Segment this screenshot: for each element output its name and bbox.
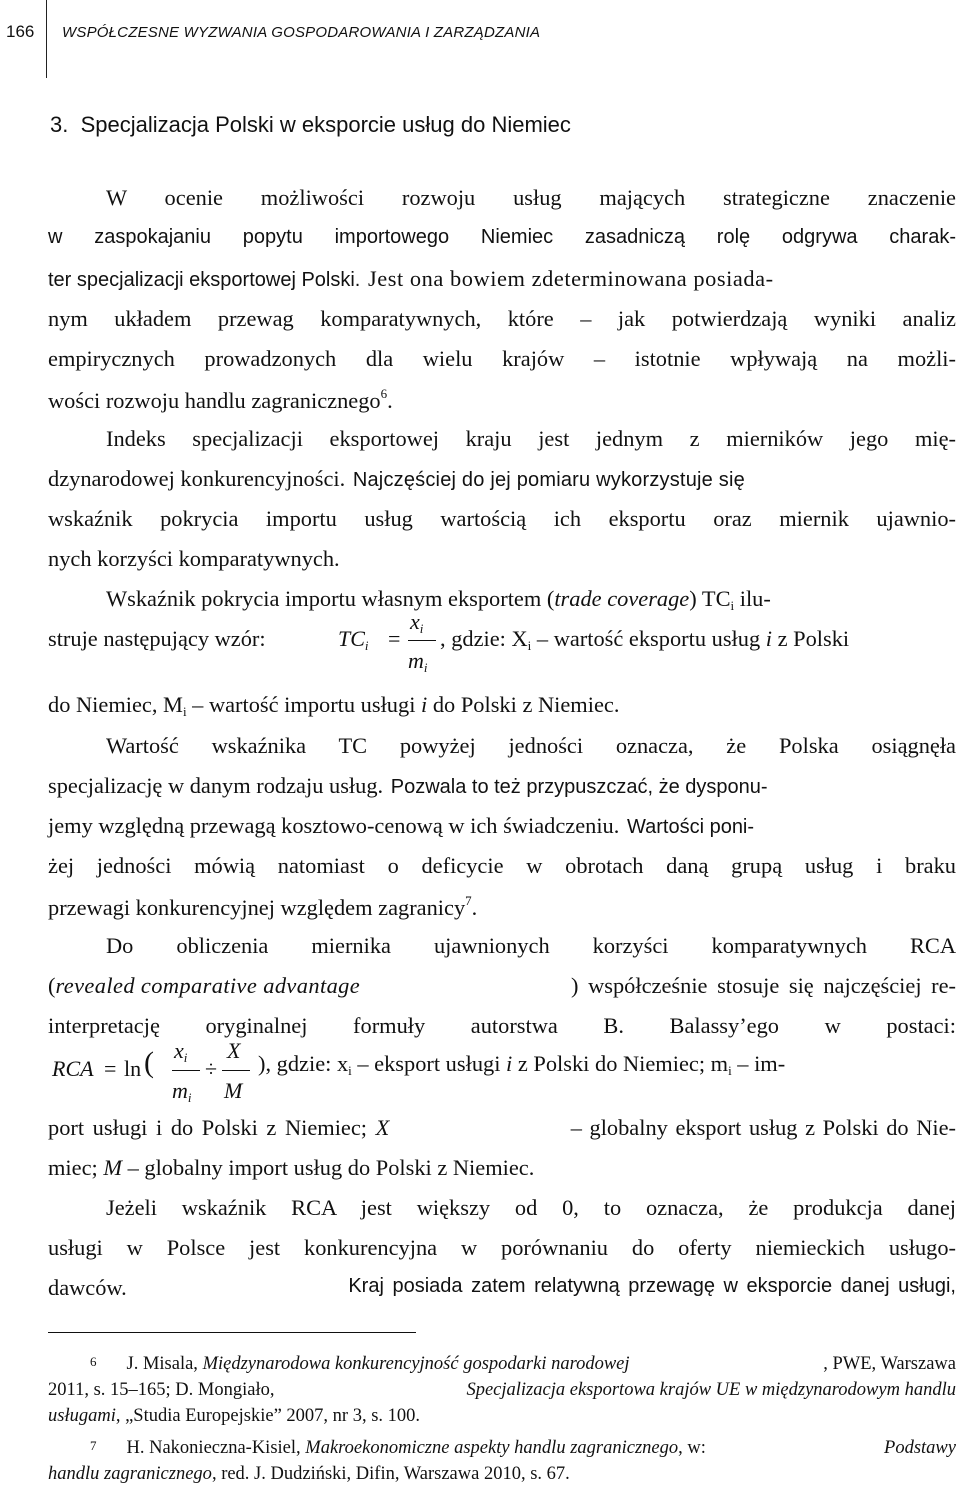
fraction-bar: [408, 640, 436, 641]
text: do Niemiec, M: [48, 692, 183, 717]
text: z Polski do Niemiec; m: [512, 1051, 729, 1076]
paragraph-2-line: nych korzyści komparatywnych.: [48, 546, 340, 571]
section-title: 3. Specjalizacja Polski w eksporcie usług do Niemiec: [50, 112, 571, 137]
footnote-number: 6: [90, 1354, 97, 1369]
sans-text: Pozwala to też przypuszczać, że dysponu-: [390, 776, 768, 798]
italic-text: i: [421, 692, 428, 717]
text: TC: [338, 626, 365, 651]
text: – wartość importu usługi: [186, 692, 422, 717]
italic-text: Międzynarodowa konkurencyjność gospodarki narodowej: [202, 1354, 630, 1374]
paragraph-1-line: [48, 386, 956, 414]
fraction-bar: [222, 1070, 250, 1071]
text: do Polski z Niemiec.: [427, 692, 620, 717]
text: ) TC: [689, 586, 731, 611]
paragraph-3-line: [48, 692, 956, 720]
text: – im-: [731, 1051, 786, 1076]
subscript: i: [527, 638, 532, 653]
text: , „Studia Europejskie” 2007, nr 3, s. 100.: [115, 1406, 421, 1426]
paragraph-1-line: empirycznych prowadzonych dla wielu krajów – istotnie wpływają na możli-: [48, 346, 956, 371]
paragraph-2-line: [48, 466, 956, 492]
subscript: i: [728, 1063, 732, 1078]
text: H. Nakonieczna-Kisiel,: [126, 1438, 306, 1458]
division-sign: ÷: [205, 1056, 218, 1081]
fraction-denominator: M: [224, 1078, 243, 1103]
subscript: i: [364, 638, 369, 653]
italic-text: M: [103, 1155, 122, 1180]
subscript: i: [182, 704, 187, 719]
paragraph-5-line: Do obliczenia miernika ujawnionych korzyści komparatywnych RCA: [106, 933, 956, 958]
formula-lhs: RCA: [52, 1056, 94, 1081]
italic-text: handlu zagranicznego: [48, 1464, 212, 1484]
footnote-7: [48, 1438, 956, 1459]
subscript: i: [348, 1063, 352, 1078]
paragraph-6-line: Jeżeli wskaźnik RCA jest większy od 0, to oznacza, że produkcja danej: [106, 1195, 956, 1220]
italic-text: Podstawy: [884, 1438, 956, 1458]
footnote-6: [48, 1354, 956, 1375]
fraction-numerator: [174, 1038, 187, 1066]
footnote-6: [48, 1380, 956, 1401]
fraction-numerator: X: [227, 1038, 241, 1063]
text: J. Misala,: [126, 1354, 203, 1374]
text: x: [174, 1038, 184, 1063]
text: przewagi konkurencyjnej względem zagranicy: [48, 895, 466, 920]
text: m: [408, 648, 424, 673]
formula-lhs: [338, 626, 369, 654]
footnote-ref: 6: [380, 386, 388, 401]
footnote-7: [48, 1464, 956, 1485]
text: Wskaźnik pokrycia importu własnym eksportem (: [106, 586, 555, 611]
text: dzynarodowej konkurencyjności.: [48, 466, 346, 491]
italic-text: i: [506, 1051, 513, 1076]
text: , red. J. Dudziński, Difin, Warszawa 2010, s. 67.: [211, 1464, 570, 1484]
italic-text: i: [765, 626, 772, 651]
paragraph-3-line: struje następujący wzór:: [48, 626, 266, 651]
paragraph-2-line: Indeks specjalizacji eksportowej kraju jest jednym z mierników jego mię-: [106, 426, 956, 451]
paragraph-4-line: [48, 813, 956, 839]
serif-text: Jest ona bowiem zdeterminowana posiada-: [367, 266, 774, 291]
ln-function: ln: [124, 1056, 142, 1081]
subscript: i: [423, 660, 428, 675]
text: z Polski: [771, 626, 850, 651]
paragraph-1-line: W ocenie możliwości rozwoju usług mających strategiczne znaczenie: [106, 185, 956, 210]
fraction-numerator: [410, 609, 423, 637]
footnote-number: 7: [90, 1438, 97, 1453]
text: , gdzie: X: [440, 626, 528, 651]
footnote-separator: [48, 1332, 416, 1333]
sans-text: Najczęściej do jej pomiaru wykorzystuje się: [352, 469, 745, 491]
paragraph-1-line: nym układem przewag komparatywnych, które – jak potwierdzają wyniki analiz: [48, 306, 956, 331]
paragraph-6-line: [48, 1275, 956, 1301]
paragraph-4-line: [48, 773, 956, 799]
paragraph-5-line: [48, 973, 956, 999]
italic-text: Specjalizacja eksportowa krajów UE w międzynarodowym handlu: [466, 1380, 956, 1400]
paragraph-5-line: [258, 1051, 956, 1079]
text: x: [410, 609, 420, 634]
italic-text: trade coverage: [554, 586, 690, 611]
paragraph-1-line: [48, 266, 956, 292]
text: ), gdzie: x: [258, 1051, 349, 1076]
text: ) współcześnie stosuje się najczęściej re-: [571, 973, 956, 998]
italic-text: Makroekonomiczne aspekty handlu zagranicznego: [305, 1438, 679, 1458]
text: – wartość eksportu usług: [531, 626, 766, 651]
text: miec;: [48, 1155, 104, 1180]
text: jemy względną przewagą kosztowo-cenową w ich świadczeniu.: [48, 813, 620, 838]
header-divider: [46, 0, 47, 78]
open-paren: (: [144, 1046, 154, 1079]
paragraph-2-line: wskaźnik pokrycia importu usług wartością ich eksportu oraz miernik ujawnio-: [48, 506, 956, 531]
text: .: [471, 895, 478, 920]
text: – globalny import usług do Polski z Niemiec.: [122, 1155, 535, 1180]
paragraph-4-line: [48, 893, 956, 921]
text: dawców.: [48, 1275, 127, 1300]
text: (: [48, 973, 56, 998]
text: , PWE, Warszawa: [823, 1354, 956, 1374]
sans-text: ter specjalizacji eksportowej Polski.: [48, 269, 361, 291]
italic-text: usługami: [48, 1406, 116, 1426]
equals-sign: =: [388, 626, 401, 651]
footnote-ref: 7: [465, 893, 472, 908]
text: – eksport usługi: [351, 1051, 507, 1076]
paragraph-3-line: [106, 586, 956, 614]
paragraph-3-line: [440, 626, 956, 654]
footnote-6: [48, 1406, 956, 1427]
paragraph-1-line: w zaspokajaniu popytu importowego Niemiec zasadniczą rolę odgrywa charak-: [48, 226, 956, 248]
fraction-bar: [172, 1070, 200, 1071]
paragraph-5-line: [48, 1115, 956, 1141]
fraction-denominator: [172, 1078, 192, 1106]
page-number: 166: [6, 22, 35, 41]
sans-text: Kraj posiada zatem relatywną przewagę w eksporcie danej usługi,: [348, 1275, 956, 1297]
paragraph-4-line: żej jedności mówią natomiast o deficycie w obrotach daną grupą usług i braku: [48, 853, 956, 878]
text: specjalizację w danym rodzaju usług.: [48, 773, 384, 798]
fraction-denominator: [408, 648, 428, 676]
subscript: i: [730, 598, 735, 613]
sans-text: Wartości poni-: [626, 816, 755, 838]
text: – globalny eksport usług z Polski do Nie-: [563, 1115, 956, 1140]
running-header: WSPÓŁCZESNE WYZWANIA GOSPODAROWANIA I ZARZĄDZANIA: [62, 24, 541, 41]
text: , w:: [678, 1438, 711, 1458]
equals-sign: =: [104, 1056, 117, 1081]
italic-text: revealed comparative advantage: [55, 973, 361, 998]
subscript: i: [187, 1090, 192, 1105]
text: .: [387, 388, 393, 413]
paragraph-5-line: [48, 1155, 956, 1181]
text: wości rozwoju handlu zagranicznego: [48, 388, 381, 413]
subscript: i: [419, 621, 424, 636]
text: 2011, s. 15–165; D. Mongiało,: [48, 1380, 280, 1400]
italic-text: X: [375, 1115, 390, 1140]
text: ilu-: [734, 586, 771, 611]
subscript: i: [183, 1050, 188, 1065]
text: m: [172, 1078, 188, 1103]
text: port usługi i do Polski z Niemiec;: [48, 1115, 376, 1140]
paragraph-5-line: interpretację oryginalnej formuły autorstwa B. Balassy’ego w postaci:: [48, 1013, 956, 1038]
paragraph-6-line: usługi w Polsce jest konkurencyjna w porównaniu do oferty niemieckich usługo-: [48, 1235, 956, 1260]
paragraph-4-line: Wartość wskaźnika TC powyżej jedności oznacza, że Polska osiągnęła: [106, 733, 956, 758]
